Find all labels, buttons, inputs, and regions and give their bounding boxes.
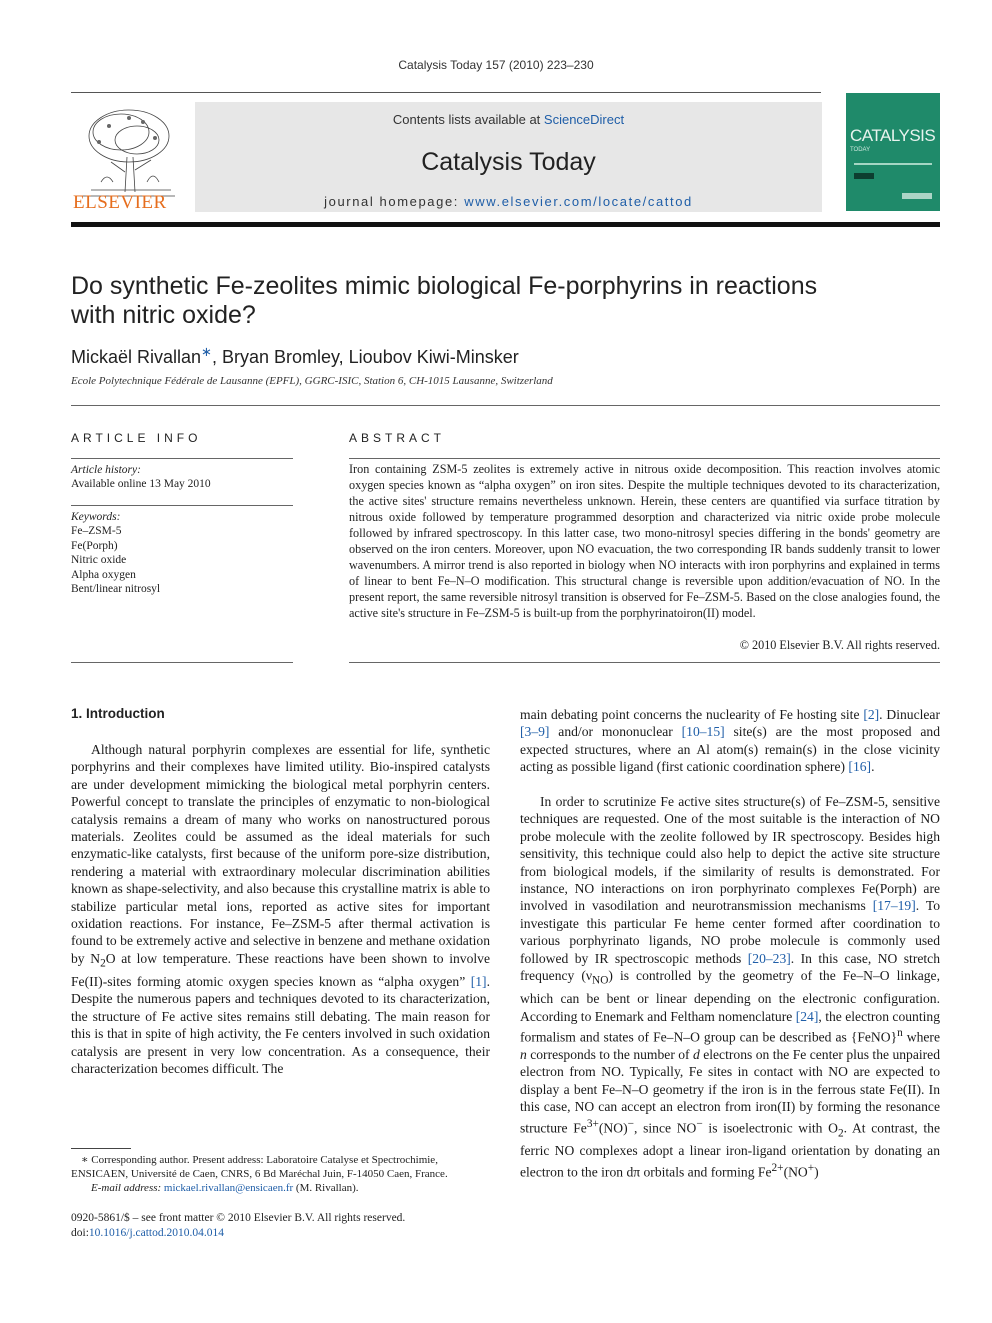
- body-text: main debating point concerns the nuclearity of Fe hosting site: [520, 707, 864, 722]
- cover-subtitle: TODAY: [850, 147, 871, 153]
- article-info-heading: ARTICLE INFO: [71, 431, 202, 445]
- body-subscript: NO: [592, 974, 609, 987]
- citation-link[interactable]: [20–23]: [747, 950, 791, 966]
- article-info-rule: [71, 662, 293, 663]
- keyword: Alpha oxygen: [71, 568, 136, 581]
- keywords-label: Keywords:: [71, 511, 121, 523]
- journal-title: Catalysis Today: [421, 148, 596, 176]
- intro-paragraph: [520, 706, 940, 776]
- body-text: . To investigate this particular Fe heme center formed after coordination to various porphyrinato ligands, NO probe molecule is commonly used followed by IR spectroscopic methods: [520, 898, 940, 966]
- body-text: . In this case, NO stretch frequency (ν: [520, 950, 940, 984]
- body-text: corresponds to the number of: [526, 1046, 693, 1062]
- body-text: where: [902, 1029, 940, 1045]
- article-info-rule: [71, 458, 293, 459]
- body-text: and/or mononuclear: [549, 724, 682, 740]
- body-text: , the electron counting formalism and states of Fe–N–O group can be described as {FeNO}: [520, 1008, 940, 1045]
- article-history: [71, 463, 211, 492]
- body-superscript: 3+: [586, 1117, 599, 1130]
- sciencedirect-link[interactable]: ScienceDirect: [543, 112, 625, 127]
- body-text: . At contrast, the ferric NO complexes adopt a linear iron-ligand orientation by donating an electron to the iron dπ orbitals and forming Fe: [520, 1120, 940, 1180]
- abstract-text: Iron containing ZSM-5 zeolites is extremely active in nitrous oxide decomposition. This reaction involves atomic oxygen species known as “alpha oxygen” on iron sites. Despite the multiple techniques devoted to its characterization, the active sites' structure remains nevertheless unknown. Herein, these centers are quantified via surface titration by nitrous oxide followed by temperature programmed desorption and characterized via nitric oxide probe molecule followed by infrared spectroscopy. In this latter case, two mono-nitrosyl species differing in the bonds' geometry are observed on the iron centers. Moreover, upon NO evacuation, the two corresponding IR bands suddenly transit to lower wavenumbers. A mirror trend is also reported in biology when NO interacts with iron porphyrins and explained in terms of linear to bent Fe–N–O modification. This structural change is reversible upon addition/evacuation of NO. In the present report, the same reversible nitrosyl transition is observed for Fe–ZSM-5. Based on the close analogies found, the active site's structure in Fe–ZSM-5 is built-up from the porphyrinatoiron(II) model.: [349, 462, 940, 620]
- body-text: , since NO: [634, 1120, 697, 1136]
- citation-link[interactable]: [10–15]: [681, 724, 725, 740]
- article-info-rule: [71, 505, 293, 506]
- body-superscript: −: [696, 1117, 703, 1130]
- homepage-line: [195, 194, 822, 209]
- footnote-text: Corresponding author. Present address: Laboratoire Catalyse et Spectrochimie, ENSICAEN, Université de Caen, CNRS, 6 Bd Maréchal Juin, F-14050 Caen, France.: [71, 1154, 448, 1181]
- homepage-link[interactable]: www.elsevier.com/locate/cattod: [464, 194, 693, 209]
- footnote-rule: [71, 1148, 131, 1149]
- doi-line: [71, 1226, 224, 1241]
- email-link[interactable]: mickael.rivallan@ensicaen.fr: [163, 1182, 294, 1194]
- article-title: Do synthetic Fe-zeolites mimic biological Fe-porphyrins in reactions with nitric oxide?: [71, 272, 818, 329]
- header-divider: [71, 405, 940, 406]
- elsevier-wordmark: ELSEVIER: [73, 192, 167, 213]
- intro-paragraph: [520, 793, 940, 1181]
- keyword: Fe(Porph): [71, 539, 118, 552]
- journal-cover-thumbnail: [846, 93, 940, 211]
- contents-prefix: Contents lists available at: [392, 112, 544, 127]
- email-footnote: [91, 1181, 510, 1195]
- abstract-rule: [349, 458, 940, 459]
- abstract-rule: [349, 662, 940, 663]
- abstract-heading: ABSTRACT: [349, 431, 446, 445]
- body-superscript: 2+: [771, 1161, 784, 1174]
- body-text: . Despite the numerous papers and techniques devoted to its characterization, the structure of Fe active sites remains still debating. The main reason for this is that in spite of high activity, the Fe centers involved in such oxidation catalysis are present in very low concentration. As a consequence, their characterization becomes difficult. The: [71, 974, 490, 1077]
- citation-link[interactable]: [16]: [848, 759, 872, 775]
- email-label: E-mail address:: [91, 1182, 162, 1194]
- running-head: Catalysis Today 157 (2010) 223–230: [398, 58, 594, 72]
- doi-link[interactable]: 10.1016/j.cattod.2010.04.014: [88, 1227, 225, 1239]
- citation-link[interactable]: [17–19]: [872, 898, 916, 914]
- intro-paragraph: [71, 741, 490, 1077]
- author-list: [71, 344, 519, 368]
- author-names-rest[interactable]: , Bryan Bromley, Lioubov Kiwi-Minsker: [211, 347, 519, 367]
- affiliation: Ecole Polytechnique Fédérale de Lausanne (EPFL), GGRC-ISIC, Station 6, CH-1015 Lausanne, Switzerland: [71, 375, 553, 387]
- journal-masthead: [71, 92, 940, 213]
- contents-line: [195, 112, 822, 127]
- cover-decoration: [854, 163, 932, 165]
- body-text: (NO: [783, 1164, 808, 1180]
- history-value: Available online 13 May 2010: [71, 478, 211, 491]
- body-text: In order to scrutinize Fe active sites structure(s) of Fe–ZSM-5, sensitive techniques are requested. One of the most suitable is the interaction of NO probe molecule with the zeolite followed by IR spectroscopy. Besides high sensitivity, this technique could also help to depict the active site structure from biological models, if the similarity of results is demonstrated. For instance, NO interactions on iron porphyrinato complexes Fe(Porph) are involved in vasodilation and neurotransmission mechanisms: [520, 794, 940, 914]
- abstract-copyright: © 2010 Elsevier B.V. All rights reserved.: [739, 638, 940, 652]
- body-superscript: +: [807, 1161, 815, 1174]
- history-label: Article history:: [71, 464, 141, 476]
- body-italic: n: [520, 1046, 527, 1062]
- citation-link[interactable]: [3–9]: [520, 724, 550, 740]
- author-name[interactable]: Mickaël Rivallan: [71, 347, 202, 367]
- body-subscript: 2: [837, 1126, 844, 1139]
- keyword: Nitric oxide: [71, 554, 127, 567]
- cover-decoration: [902, 193, 932, 199]
- body-text: .: [871, 759, 875, 775]
- citation-link[interactable]: [2]: [863, 707, 880, 722]
- body-text: Although natural porphyrin complexes are essential for life, synthetic porphyrins and their complexes have limited utility. Bio-inspired catalysts are under development mimicking the biological metal porphyrin centers. Powerful concept to translate the principles of enzymatic to non-biological catalysis remains a dream of many who works on nanostructured porous materials. Zeolites could be assumed as the ideal materials for such enzymatic-like catalysts, first because of the uniform pore-size distribution, rendering a material with extraordinary molecular discrimination abilities known as shape-selectivity, and also because this crystalline matrix is able to stabilize particular metal ions, reported as active sites for important oxidation reactions. For instance, Fe–ZSM-5 after thermal activation is found to be extremely active and selective in benzene and methane oxidation by N: [71, 742, 490, 966]
- footnote-mark: ∗: [81, 1154, 89, 1166]
- masthead-top-rule: [71, 92, 821, 93]
- citation-link[interactable]: [24]: [795, 1008, 819, 1024]
- keyword: Fe–ZSM-5: [71, 525, 122, 538]
- body-italic: d: [693, 1046, 700, 1062]
- body-superscript: −: [627, 1117, 634, 1130]
- section-heading-introduction: 1. Introduction: [71, 706, 165, 721]
- issn-line: 0920-5861/$ – see front matter © 2010 Elsevier B.V. All rights reserved.: [71, 1212, 406, 1224]
- corresponding-author-mark[interactable]: ∗: [201, 344, 212, 359]
- body-text: (NO): [598, 1120, 628, 1136]
- masthead-banner: [195, 102, 822, 212]
- keyword: Bent/linear nitrosyl: [71, 583, 161, 596]
- body-text: site(s) are the most proposed and expected structures, where an Al atom(s) remain(s) in the close vicinity acting as possible ligand (first cationic coordination sphere): [520, 724, 940, 775]
- email-suffix: (M. Rivallan).: [293, 1182, 359, 1194]
- keywords-block: [71, 510, 160, 596]
- body-text: ) is controlled by the geometry of the Fe–N–O linkage, which can be bent or linear depending on the electronic configuration. According to Enemark and Feltham nomenclature: [520, 968, 940, 1024]
- cover-title: CATALYSIS: [850, 126, 936, 145]
- citation-link[interactable]: [1]: [470, 974, 487, 989]
- body-subscript: 2: [100, 957, 106, 970]
- body-text: . Dinuclear: [879, 707, 940, 722]
- masthead-divider: [71, 222, 940, 227]
- body-text: ): [814, 1164, 819, 1180]
- doi-prefix: doi:: [71, 1227, 89, 1239]
- body-superscript: n: [897, 1027, 903, 1039]
- cover-decoration: [854, 173, 874, 179]
- corresponding-author-footnote: [71, 1153, 490, 1182]
- body-text: electrons on the Fe center plus the unpaired electron from NO. Typically, Fe sites in contact with NO are expected to display a bent Fe–N–O geometry if the iron is in the ferrous state Fe(II). In this case, NO can accept an electron from iron(II) by forming the resonance structure Fe: [520, 1046, 940, 1136]
- homepage-prefix: journal homepage:: [324, 194, 465, 209]
- body-text: O at low temperature. These reactions have been shown to involve Fe(II)-sites forming atomic oxygen species known as “alpha oxygen”: [71, 950, 490, 989]
- body-text: is isoelectronic with O: [702, 1120, 838, 1136]
